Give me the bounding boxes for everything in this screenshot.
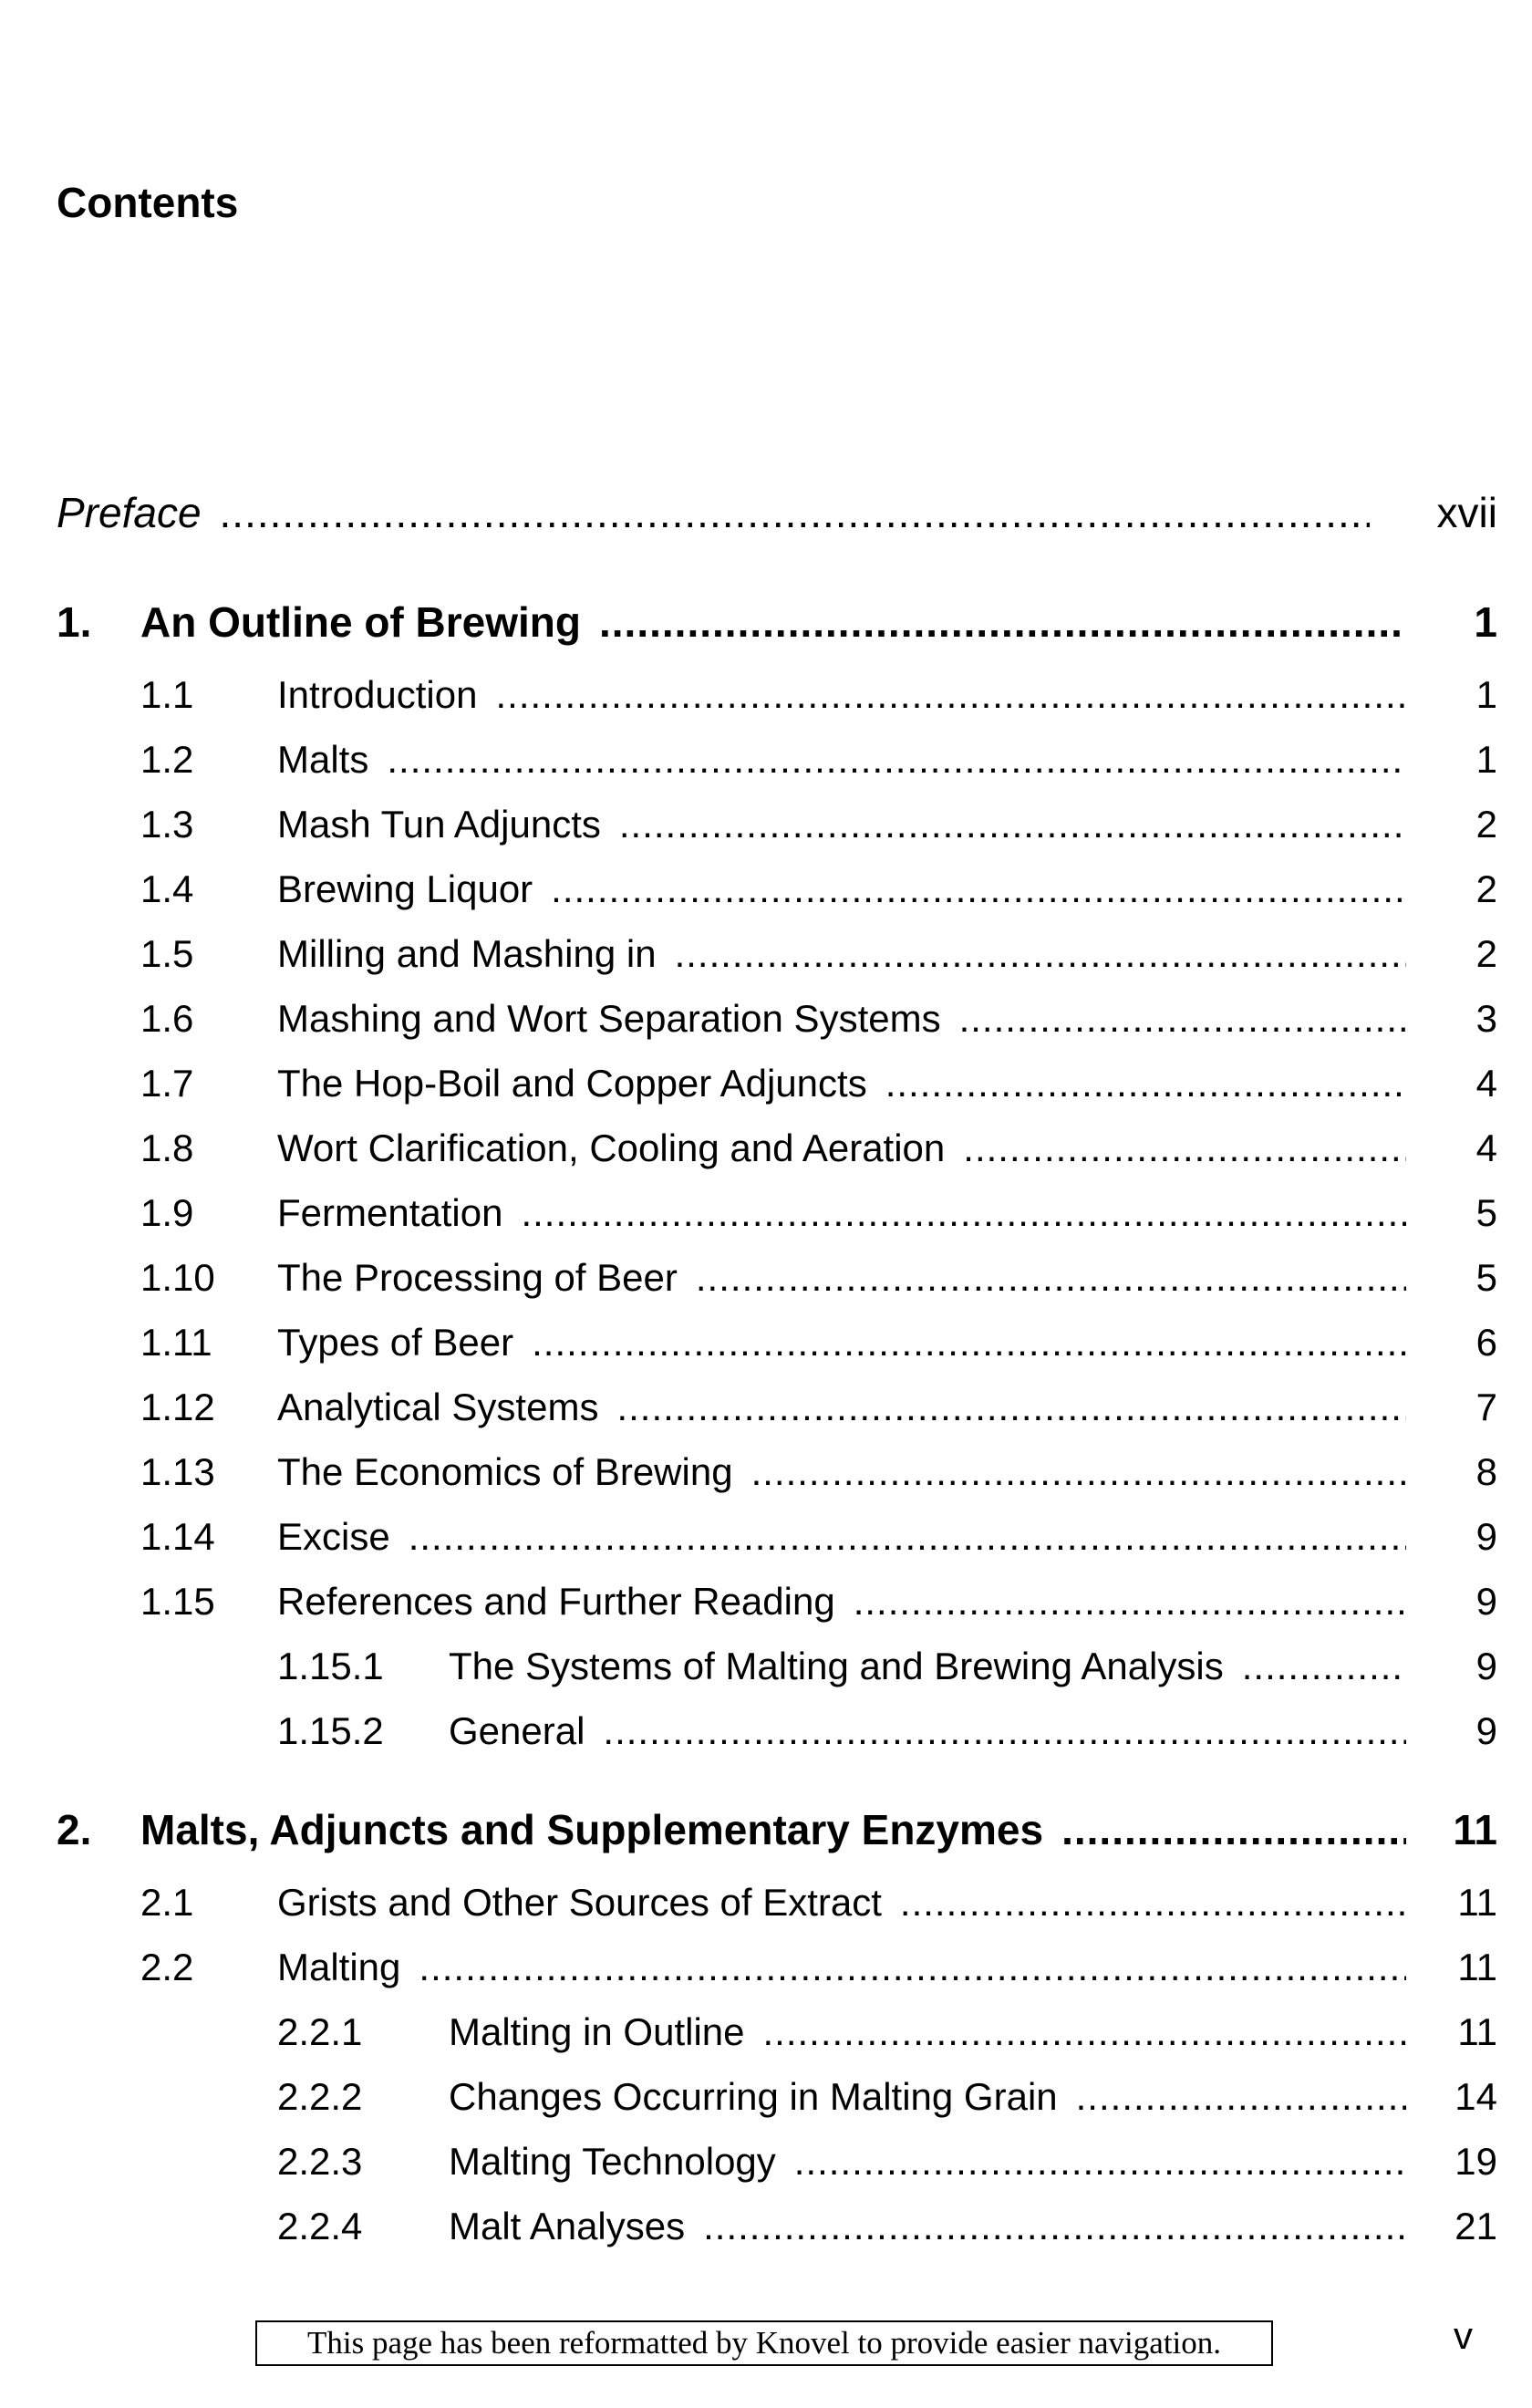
toc-entry-number: 2.2.2 bbox=[277, 2075, 363, 2118]
toc-entry-number: 2.2.1 bbox=[277, 2010, 363, 2053]
toc-entry-page: 19 bbox=[1454, 2140, 1497, 2183]
toc-entry-page: 1 bbox=[1475, 673, 1497, 716]
toc-entry-page: 6 bbox=[1475, 1321, 1497, 1364]
toc-entry-title: Analytical Systems bbox=[277, 1386, 599, 1428]
toc-entry-page: 11 bbox=[1457, 2010, 1497, 2053]
toc-dot-leader bbox=[1061, 1802, 1406, 1857]
toc-dot-leader bbox=[900, 1875, 1406, 1930]
toc-entry-number: 1.13 bbox=[140, 1450, 215, 1493]
toc-entry-title: Malting Technology bbox=[449, 2140, 776, 2183]
toc-entry-page: 21 bbox=[1454, 2205, 1497, 2247]
toc-entry-title: Wort Clarification, Cooling and Aeration bbox=[277, 1126, 946, 1169]
toc-entry-title: Types of Beer bbox=[277, 1321, 514, 1364]
toc-entry-page: 11 bbox=[1457, 1946, 1497, 1988]
toc-dot-leader bbox=[959, 991, 1406, 1046]
toc-entry-page: 2 bbox=[1475, 867, 1497, 910]
toc-dot-leader bbox=[885, 1056, 1406, 1111]
toc-entry-chapter-1[interactable] bbox=[57, 595, 1497, 649]
toc-entry-page: xvii bbox=[1436, 489, 1497, 536]
toc-entry-number: 2.2.4 bbox=[277, 2205, 363, 2247]
toc-entry-number: 2. bbox=[57, 1806, 92, 1853]
toc-entry-page: 9 bbox=[1475, 1645, 1497, 1687]
toc-dot-leader bbox=[409, 1510, 1406, 1564]
toc-dot-leader bbox=[599, 595, 1406, 649]
toc-entry-number: 1.10 bbox=[140, 1256, 215, 1299]
toc-dot-leader bbox=[854, 1574, 1406, 1629]
toc-entry-number: 1.11 bbox=[140, 1321, 212, 1364]
toc-entry-1-12[interactable] bbox=[140, 1380, 1497, 1435]
toc-entry-1-13[interactable] bbox=[140, 1445, 1497, 1500]
toc-entry-1-8[interactable] bbox=[140, 1121, 1497, 1176]
toc-dot-leader bbox=[703, 2199, 1406, 2254]
toc-entry-title: The Processing of Beer bbox=[277, 1256, 678, 1299]
toc-entry-title: Fermentation bbox=[277, 1191, 503, 1234]
toc-entry-number: 1.3 bbox=[140, 803, 194, 846]
toc-entry-title: Mashing and Wort Separation Systems bbox=[277, 997, 941, 1040]
toc-entry-number: 2.2 bbox=[140, 1946, 194, 1988]
toc-entry-page: 7 bbox=[1475, 1386, 1497, 1428]
toc-dot-leader bbox=[963, 1121, 1406, 1176]
toc-entry-preface[interactable] bbox=[57, 485, 1497, 540]
toc-entry-page: 9 bbox=[1475, 1709, 1497, 1752]
toc-entry-title: Grists and Other Sources of Extract bbox=[277, 1881, 882, 1924]
toc-entry-number: 2.1 bbox=[140, 1881, 194, 1924]
toc-dot-leader bbox=[696, 1251, 1406, 1305]
toc-entry-title: Excise bbox=[277, 1515, 390, 1558]
toc-entry-1-15-1[interactable] bbox=[277, 1639, 1497, 1694]
toc-entry-number: 1.4 bbox=[140, 867, 194, 910]
toc-entry-page: 5 bbox=[1475, 1191, 1497, 1234]
toc-entry-number: 1.9 bbox=[140, 1191, 194, 1234]
toc-entry-page: 11 bbox=[1457, 1881, 1497, 1924]
toc-entry-title: Malts, Adjuncts and Supplementary Enzymes bbox=[140, 1806, 1044, 1853]
toc-entry-title: Introduction bbox=[277, 673, 478, 716]
toc-entry-title: The Systems of Malting and Brewing Analysis bbox=[449, 1645, 1224, 1687]
toc-entry-page: 11 bbox=[1453, 1806, 1497, 1853]
toc-entry-page: 4 bbox=[1475, 1062, 1497, 1105]
toc-entry-page: 1 bbox=[1475, 738, 1497, 781]
toc-entry-page: 9 bbox=[1475, 1580, 1497, 1623]
toc-entry-number: 1.2 bbox=[140, 738, 194, 781]
toc-entry-title: Malt Analyses bbox=[449, 2205, 686, 2247]
toc-entry-chapter-2[interactable] bbox=[57, 1802, 1497, 1857]
toc-dot-leader bbox=[619, 797, 1406, 852]
toc-entry-page: 3 bbox=[1475, 997, 1497, 1040]
toc-entry-page: 4 bbox=[1475, 1126, 1497, 1169]
toc-entry-page: 2 bbox=[1475, 932, 1497, 975]
toc-entry-2-1[interactable] bbox=[140, 1875, 1497, 1930]
toc-dot-leader bbox=[751, 1445, 1406, 1500]
toc-entry-1-3[interactable] bbox=[140, 797, 1497, 852]
toc-entry-page: 9 bbox=[1475, 1515, 1497, 1558]
toc-dot-leader bbox=[495, 668, 1406, 722]
toc-entry-number: 2.2.3 bbox=[277, 2140, 363, 2183]
toc-entry-2-2-4[interactable] bbox=[277, 2199, 1497, 2254]
toc-dot-leader bbox=[419, 1940, 1406, 1995]
toc-entry-title: Brewing Liquor bbox=[277, 867, 533, 910]
toc-entry-title: Milling and Mashing in bbox=[277, 932, 657, 975]
toc-entry-1-9[interactable] bbox=[140, 1186, 1497, 1240]
toc-entry-page: 5 bbox=[1475, 1256, 1497, 1299]
toc-entry-1-15-2[interactable] bbox=[277, 1704, 1497, 1759]
toc-dot-leader bbox=[387, 732, 1406, 787]
toc-entry-number: 1.8 bbox=[140, 1126, 194, 1169]
toc-entry-page: 14 bbox=[1454, 2075, 1497, 2118]
toc-entry-1-10[interactable] bbox=[140, 1251, 1497, 1305]
toc-dot-leader bbox=[521, 1186, 1406, 1240]
toc-entry-title: References and Further Reading bbox=[277, 1580, 835, 1623]
toc-entry-number: 1.7 bbox=[140, 1062, 194, 1105]
toc-entry-2-2[interactable] bbox=[140, 1940, 1497, 1995]
toc-entry-title: General bbox=[449, 1709, 585, 1752]
toc-entry-1-15[interactable] bbox=[140, 1574, 1497, 1629]
toc-entry-1-14[interactable] bbox=[140, 1510, 1497, 1564]
toc-entry-title: Changes Occurring in Malting Grain bbox=[449, 2075, 1058, 2118]
toc-entry-2-2-1[interactable] bbox=[277, 2005, 1497, 2060]
toc-dot-leader bbox=[616, 1380, 1406, 1435]
toc-entry-number: 1. bbox=[57, 598, 92, 646]
toc-entry-title: The Economics of Brewing bbox=[277, 1450, 733, 1493]
page-number: v bbox=[1454, 2314, 1473, 2357]
toc-dot-leader bbox=[675, 927, 1406, 981]
toc-entry-number: 1.15.2 bbox=[277, 1709, 384, 1752]
knovel-reformat-notice: This page has been reformatted by Knovel to provide easier navigation. bbox=[255, 2320, 1273, 2366]
toc-entry-title: Malts bbox=[277, 738, 369, 781]
toc-dot-leader bbox=[220, 485, 1370, 540]
toc-entry-number: 1.12 bbox=[140, 1386, 215, 1428]
page-title: Contents bbox=[57, 179, 239, 226]
toc-entry-1-4[interactable] bbox=[140, 862, 1497, 917]
toc-entry-title: Malting in Outline bbox=[449, 2010, 745, 2053]
toc-entry-page: 2 bbox=[1475, 803, 1497, 846]
toc-entry-title: Preface bbox=[57, 489, 202, 536]
toc-dot-leader bbox=[551, 862, 1406, 917]
toc-entry-1-2[interactable] bbox=[140, 732, 1497, 787]
toc-entry-2-2-3[interactable] bbox=[277, 2134, 1497, 2189]
toc-dot-leader bbox=[763, 2005, 1407, 2060]
toc-entry-1-11[interactable] bbox=[140, 1315, 1497, 1370]
toc-entry-title: Malting bbox=[277, 1946, 401, 1988]
toc-entry-number: 1.15.1 bbox=[277, 1645, 384, 1687]
toc-entry-1-7[interactable] bbox=[140, 1056, 1497, 1111]
toc-entry-number: 1.15 bbox=[140, 1580, 215, 1623]
toc-entry-page: 1 bbox=[1474, 598, 1497, 646]
toc-entry-2-2-2[interactable] bbox=[277, 2070, 1497, 2124]
toc-entry-1-6[interactable] bbox=[140, 991, 1497, 1046]
toc-entry-number: 1.5 bbox=[140, 932, 194, 975]
toc-entry-title: The Hop-Boil and Copper Adjuncts bbox=[277, 1062, 867, 1105]
toc-entry-1-1[interactable] bbox=[140, 668, 1497, 722]
toc-dot-leader bbox=[603, 1704, 1406, 1759]
toc-dot-leader bbox=[532, 1315, 1406, 1370]
toc-dot-leader bbox=[794, 2134, 1406, 2189]
toc-entry-page: 8 bbox=[1475, 1450, 1497, 1493]
toc-entry-number: 1.6 bbox=[140, 997, 194, 1040]
toc-entry-title: Mash Tun Adjuncts bbox=[277, 803, 601, 846]
toc-entry-1-5[interactable] bbox=[140, 927, 1497, 981]
toc-entry-number: 1.14 bbox=[140, 1515, 215, 1558]
toc-dot-leader bbox=[1076, 2070, 1406, 2124]
toc-dot-leader bbox=[1242, 1639, 1406, 1694]
toc-entry-number: 1.1 bbox=[140, 673, 194, 716]
toc-entry-title: An Outline of Brewing bbox=[140, 598, 581, 646]
